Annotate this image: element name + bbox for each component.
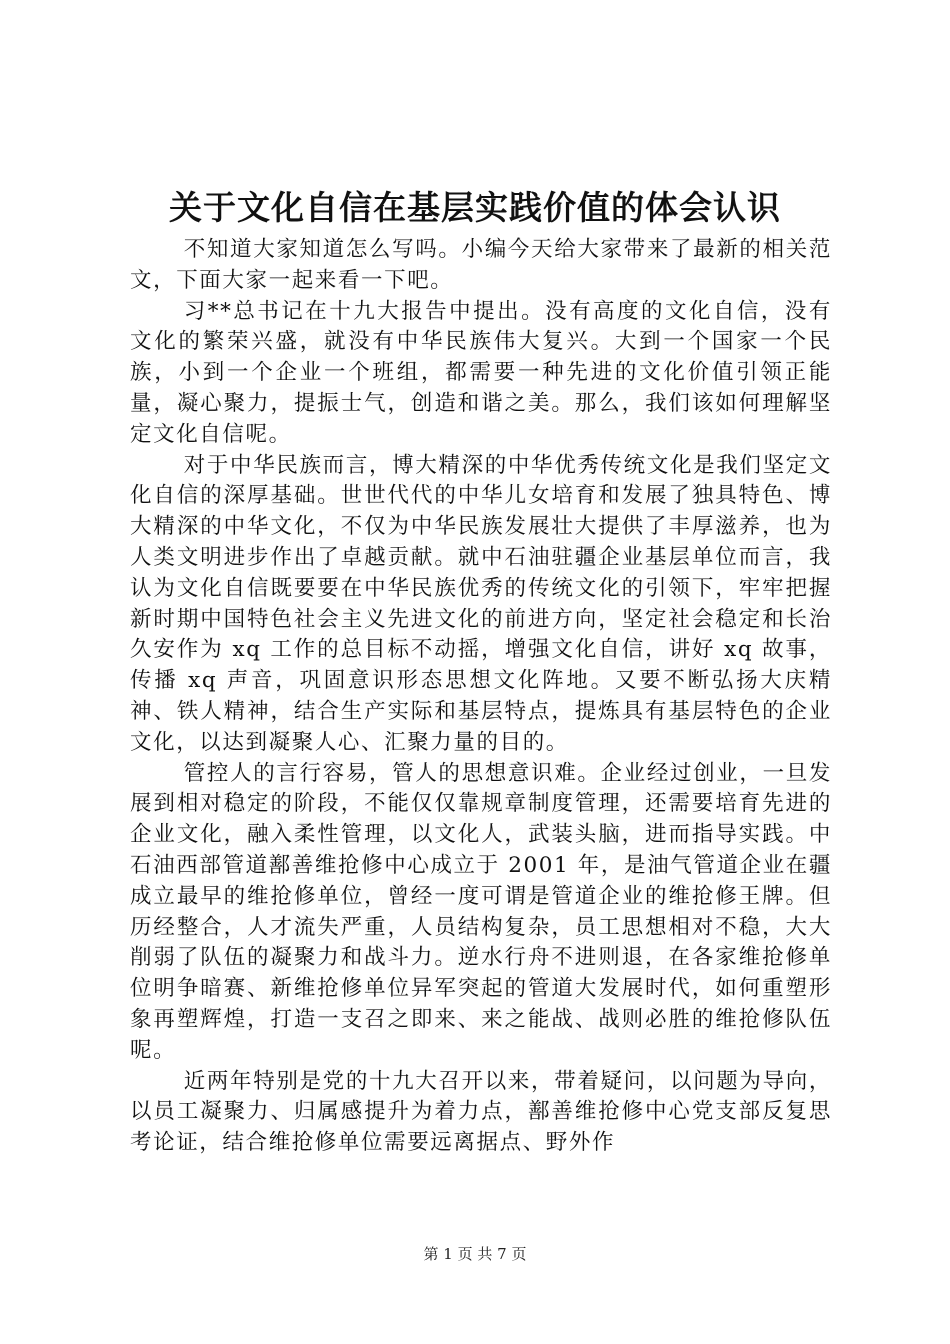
paragraph: 管控人的言行容易，管人的思想意识难。企业经过创业，一旦发展到相对稳定的阶段，不能仅仅靠规章制度管理，还需要培育先进的企业文化，融入柔性管理，以文化人，武装头脑，进而指导实践。中石油西部管道鄯善维抢修中心成立于 2001 年，是油气管道企业在疆成立最早的维抢修单位，曾经一度可谓是管道企业的维抢修王牌。但历经整合，人才流失严重，人员结构复杂，员工思想相对不稳，大大削弱了队伍的凝聚力和战斗力。逆水行舟不进则退，在各家维抢修单位明争暗赛、新维抢修单位异军突起的管道大发展时代，如何重塑形象再塑辉煌，打造一支召之即来、来之能战、战则必胜的维抢修队伍呢。 (130, 760, 832, 1063)
document-title: 关于文化自信在基层实践价值的体会认识 (169, 188, 781, 227)
paragraph: 近两年特别是党的十九大召开以来，带着疑问，以问题为导向，以员工凝聚力、归属感提升为着力点，鄯善维抢修中心党支部反复思考论证，结合维抢修单位需要远离据点、野外作 (130, 1068, 832, 1156)
page-number-footer: 第 1 页 共 7 页 (423, 1245, 527, 1263)
paragraph: 对于中华民族而言，博大精深的中华优秀传统文化是我们坚定文化自信的深厚基础。世世代代的中华儿女培育和发展了独具特色、博大精深的中华文化，不仅为中华民族发展壮大提供了丰厚滋养，也为人类文明进步作出了卓越贡献。就中石油驻疆企业基层单位而言，我认为文化自信既要要在中华民族优秀的传统文化的引领下，牢牢把握新时期中国特色社会主义先进文化的前进方向，坚定社会稳定和长治久安作为 xq 工作的总目标不动摇，增强文化自信，讲好 xq 故事，传播 xq 声音，巩固意识形态思想文化阵地。又要不断弘扬大庆精神、铁人精神，结合生产实际和基层特点，提炼具有基层特色的企业文化，以达到凝聚人心、汇聚力量的目的。 (130, 452, 832, 755)
document-body (130, 235, 832, 1159)
paragraph: 习**总书记在十九大报告中提出。没有高度的文化自信，没有文化的繁荣兴盛，就没有中华民族伟大复兴。大到一个国家一个民族，小到一个企业一个班组，都需要一种先进的文化价值引领正能量，凝心聚力，提振士气，创造和谐之美。那么，我们该如何理解坚定文化自信呢。 (130, 298, 832, 447)
paragraph: 不知道大家知道怎么写吗。小编今天给大家带来了最新的相关范文，下面大家一起来看一下吧。 (130, 237, 832, 293)
